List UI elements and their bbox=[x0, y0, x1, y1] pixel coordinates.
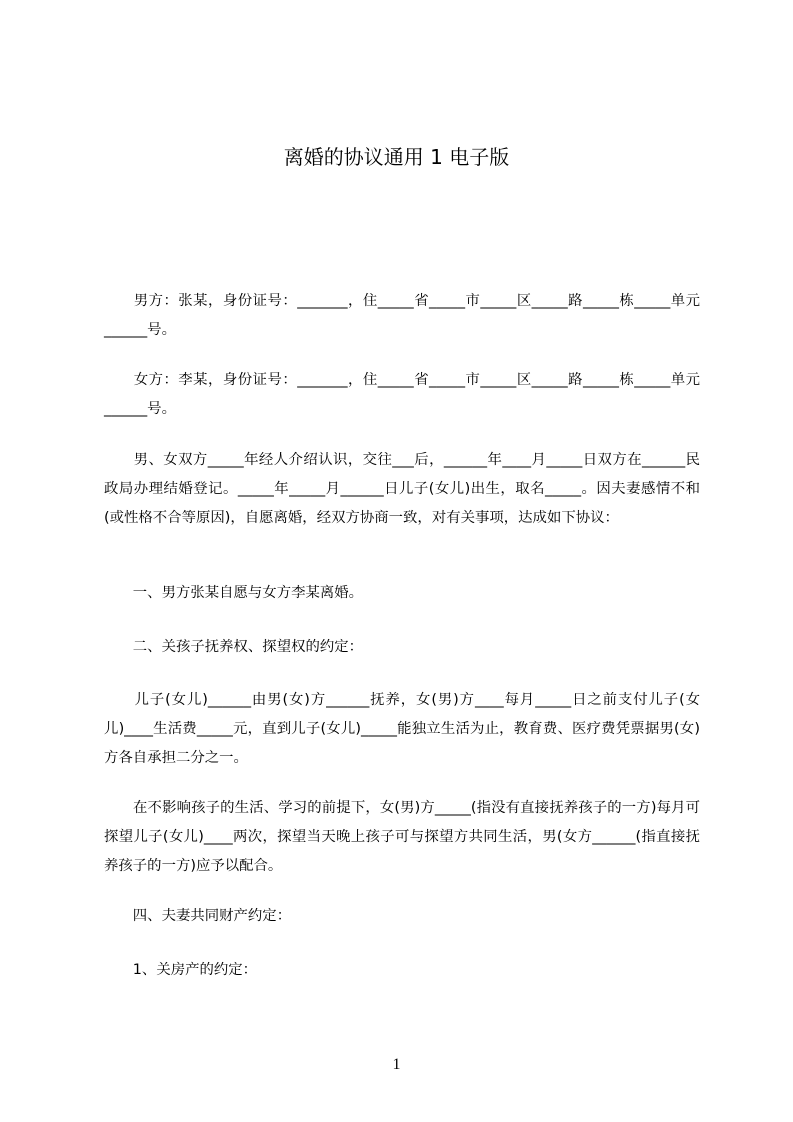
paragraph-male-party: 男方：张某，身份证号：_______，住_____省_____市_____区_____路_____栋_____单元______号。 bbox=[104, 293, 700, 338]
paragraph-clause-1: 一、男方张某自愿与女方李某离婚。 bbox=[104, 585, 364, 601]
page-number: 1 bbox=[392, 1056, 401, 1073]
paragraph-marriage-background: 男、女双方_____年经人介绍认识，交往___后，______年____月_____日双方在______民政局办理结婚登记。_____年_____月______日儿子(女儿)出生，取名_____。因夫妻感情不和(或性格不合等原因)，自愿离婚，经双方协商一致，对有关事项，达成如下协议： bbox=[104, 452, 700, 526]
paragraph-clause-4-heading: 四、夫妻共同财产约定： bbox=[104, 908, 292, 924]
document-title: 离婚的协议通用 1 电子版 bbox=[283, 145, 510, 169]
paragraph-custody: 儿子(女儿)______由男(女)方______抚养，女(男)方____每月_____日之前支付儿子(女儿)____生活费_____元，直到儿子(女儿)_____能独立生活为止，教育费、医疗费凭票据男(女)方各自承担二分之一。 bbox=[104, 692, 700, 766]
paragraph-female-party: 女方：李某，身份证号：_______，住_____省_____市_____区_____路_____栋_____单元______号。 bbox=[104, 372, 700, 417]
paragraph-property-heading: 1、关房产的约定： bbox=[104, 962, 258, 978]
paragraph-visitation: 在不影响孩子的生活、学习的前提下，女(男)方_____(指没有直接抚养孩子的一方)每月可探望儿子(女儿)____两次，探望当天晚上孩子可与探望方共同生活，男(女方______(指直接抚养孩子的一方)应予以配合。 bbox=[104, 800, 700, 874]
paragraph-clause-2-heading: 二、关孩子抚养权、探望权的约定： bbox=[104, 639, 364, 655]
